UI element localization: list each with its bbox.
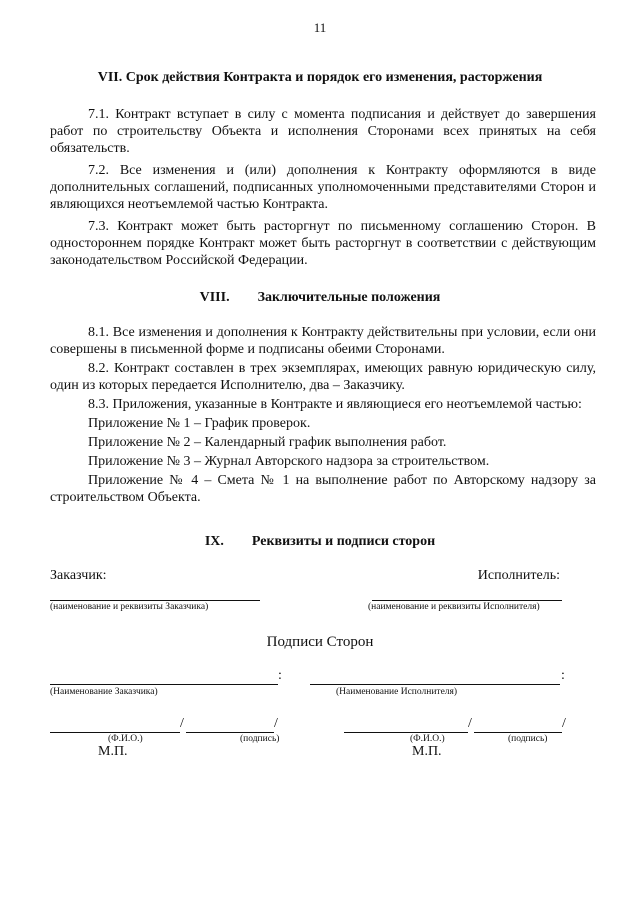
section-7-body	[50, 106, 596, 274]
contractor-name-colon: :	[561, 668, 565, 683]
appendix-1: Приложение № 1 – График проверок.	[88, 416, 311, 431]
section-8-number: VIII.	[199, 290, 230, 305]
signatures-title: Подписи Сторон	[266, 634, 374, 650]
section-8-heading: Заключительные положения	[257, 290, 441, 305]
customer-slash-2: /	[274, 716, 278, 731]
customer-fio-caption: (Ф.И.О.)	[108, 734, 143, 744]
section-7-title: VII. Срок действия Контракта и порядок его изменения, расторжения	[97, 70, 543, 85]
section-9-heading: Реквизиты и подписи сторон	[251, 534, 436, 549]
contractor-slash-1: /	[468, 716, 472, 731]
clause-7-1: 7.1. Контракт вступает в силу с момента подписания и действует до завершения работ по строительству Объекта и исполнения Сторонами всех принятых на себя обязательств.	[50, 107, 596, 156]
contractor-name-line	[310, 684, 560, 685]
customer-name-caption: (Наименование Заказчика)	[50, 687, 158, 697]
contractor-fio-line	[344, 732, 468, 733]
clause-7-2: 7.2. Все изменения и (или) дополнения к Контракту оформляются в виде дополнительных соглашений, подписанных уполномоченными представителями Сторон и являющихся неотъемлемой частью Контракта.	[50, 163, 596, 212]
page-number: 11	[313, 20, 327, 35]
clause-7-3: 7.3. Контракт может быть расторгнут по письменному соглашению Сторон. В одностороннем порядке Контракт может быть расторгнут в соответствии с действующим законодательством Российской Федерации.	[50, 219, 596, 268]
appendix-2: Приложение № 2 – Календарный график выполнения работ.	[88, 435, 447, 450]
customer-fio-line	[50, 732, 180, 733]
customer-details-caption: (наименование и реквизиты Заказчика)	[50, 602, 209, 612]
contractor-details-caption: (наименование и реквизиты Исполнителя)	[368, 602, 540, 612]
contractor-label: Исполнитель:	[477, 568, 560, 583]
customer-label: Заказчик:	[50, 568, 107, 583]
contractor-fio-caption: (Ф.И.О.)	[410, 734, 445, 744]
contractor-slash-2: /	[562, 716, 566, 731]
section-9-title	[0, 534, 640, 550]
section-8-body	[50, 324, 596, 508]
customer-stamp: М.П.	[98, 744, 128, 759]
contractor-sign-caption: (подпись)	[508, 734, 548, 744]
customer-sign-line	[186, 732, 274, 733]
customer-name-line	[50, 684, 278, 685]
contractor-details-line	[372, 600, 562, 601]
section-8-title	[0, 290, 640, 306]
clause-8-1: 8.1. Все изменения и дополнения к Контракту действительны при условии, если они совершены в письменной форме и подписаны обеими Сторонами.	[50, 325, 596, 357]
contractor-stamp: М.П.	[412, 744, 442, 759]
customer-name-colon: :	[278, 668, 282, 683]
contractor-sign-line	[474, 732, 562, 733]
section-9-number: IX.	[204, 534, 224, 549]
customer-sign-caption: (подпись)	[240, 734, 280, 744]
customer-slash-1: /	[180, 716, 184, 731]
appendix-4: Приложение № 4 – Смета № 1 на выполнение работ по Авторскому надзору за строительством Объекта.	[50, 473, 596, 505]
customer-details-line	[50, 600, 260, 601]
clause-8-2: 8.2. Контракт составлен в трех экземплярах, имеющих равную юридическую силу, один из которых передается Исполнителю, два – Заказчику.	[50, 361, 596, 393]
contractor-name-caption: (Наименование Исполнителя)	[336, 687, 458, 697]
clause-8-3: 8.3. Приложения, указанные в Контракте и являющиеся его неотъемлемой частью:	[88, 397, 582, 412]
appendix-3: Приложение № 3 – Журнал Авторского надзора за строительством.	[88, 454, 490, 469]
